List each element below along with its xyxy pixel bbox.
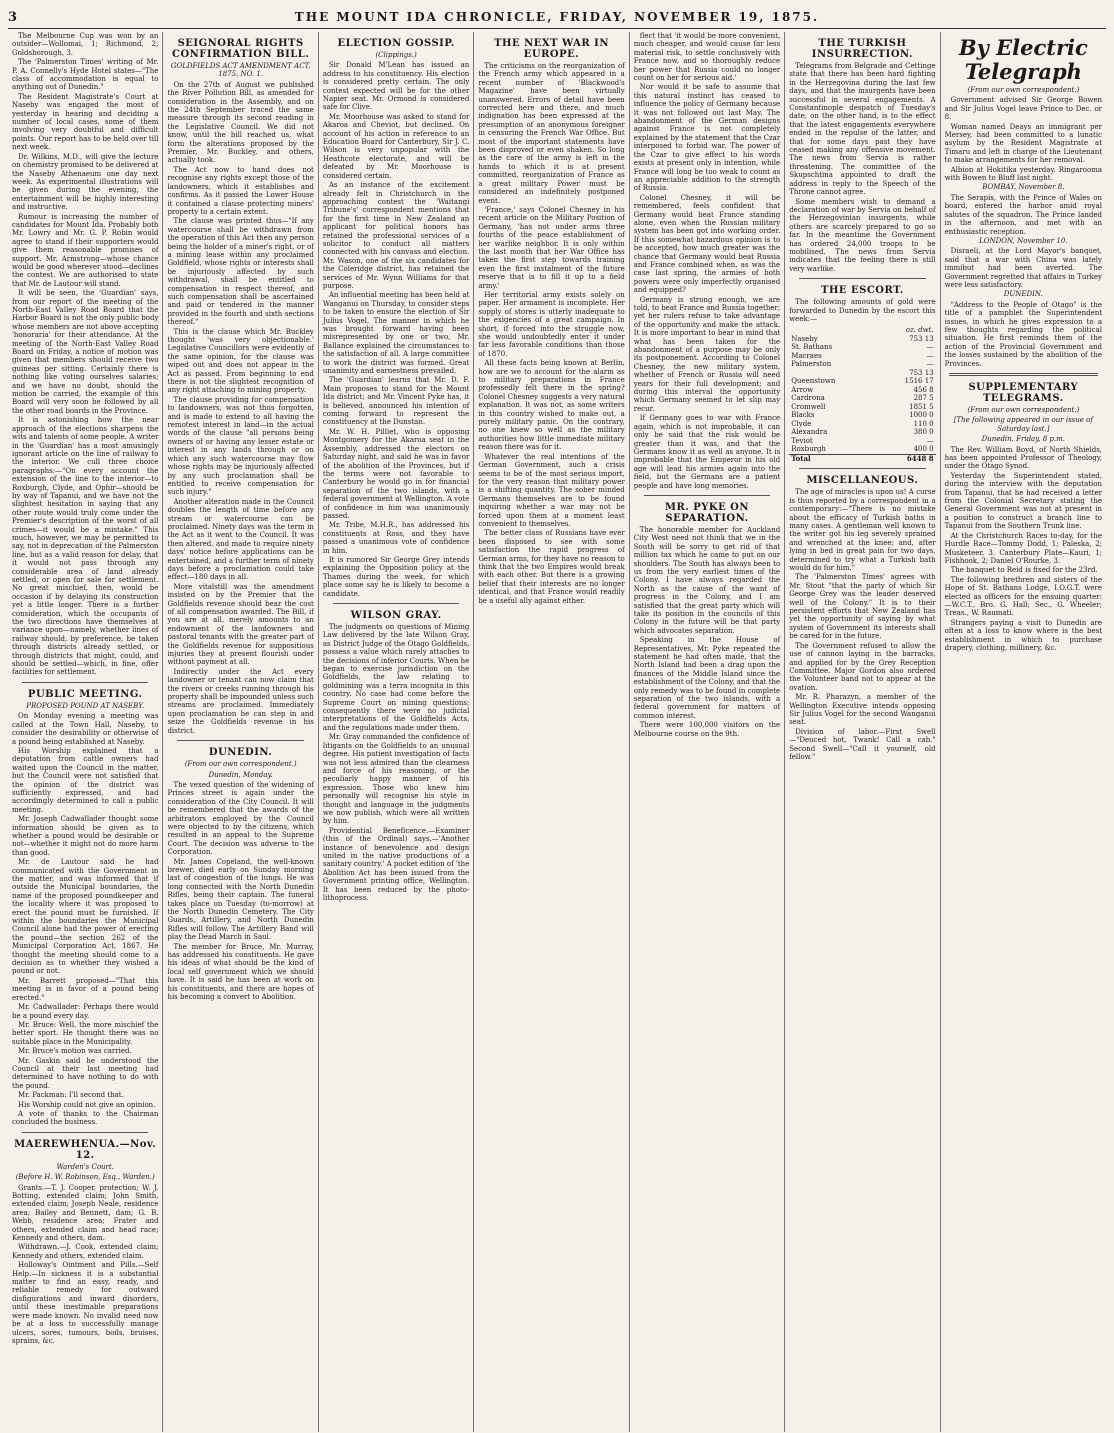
electric-telegraph-subheading: (From our own correspondent.) [967, 86, 1080, 94]
paragraph: Nor would it be safe to assume that this natural instinct has ceased to influence the policy of Germany because it was not followed out last May. The abandonment of the German designs against France is not completely explained by the statement that the Czar interposed to forbid war. The power of the Czar to give effect to his words exists at present only in intention, while France will long be too weak to count as an appreciable addition to the strength of Russia. [633, 83, 781, 193]
paragraph: At the Christchurch Races to-day, for the Hurdle Race—Tommy Dodd, 1; Paleska, 2; Musketeer, 3. Canterbury Plate—Kauri, 1; Fishhook, 2; Daniel O'Rourke, 3. [944, 531, 1103, 565]
escort-unit-header: oz. dwt. [905, 326, 934, 335]
escort-amount: 753 13 [909, 368, 934, 377]
escort-row [789, 386, 935, 395]
escort-row [789, 394, 935, 403]
paragraph: The 'Palmerston Times' writing of Mr. P. A. Connelly's Hyde Hotel states—"The class of accommodation is equal to anything out of Dunedin." [12, 58, 159, 92]
paragraph: Mr. Tribe, M.H.R., has addressed his constituents at Ross, and they have passed a unanimous vote of confidence in him. [322, 521, 470, 555]
paragraph: Speaking in the House of Representatives, Mr. Pyke repeated the statement he had often made, that the North Island had been a drag upon the finances of the Middle Island since the establishment of the Colony, and that the only remedy was to be found in complete separation of the two islands, with a federal government for matters of common interest. [633, 636, 781, 720]
paragraph: The 'Palmerston Times' agrees with Mr. Stout "that the party of which Sir George Grey was the leader deserved well of the Colony." It is to their persistent efforts that New Zealand has yet the opportunity of saying by what system of Government its interests shall be cared for in the future. [789, 573, 936, 641]
paragraph: The Act now to hand does not recognise any rights except those of the landowners, which it establishes and confirms. As it passed the Lower House it contained a clause protecting miners' property to a certain extent. [167, 165, 314, 216]
supplementary-dateline: Dunedin, Friday, 8 p.m. [981, 435, 1065, 444]
escort-row [789, 437, 935, 446]
paragraph: There were 100,000 visitors on the Melbourne course on the 9th. [633, 721, 781, 738]
escort-place: Arrow [791, 385, 814, 394]
escort-place: Cromwell [791, 402, 826, 411]
wilson-gray-heading: WILSON GRAY. [350, 610, 442, 621]
escort-place: Naseby [791, 334, 818, 343]
telegraph-body [945, 96, 1102, 182]
paragraph: His Worship explained that a deputation from cattle owners had waited upon the Council in the matter, but the Council were not satisfied that the opinion of the district was sufficiently expressed, and had accordingly determined to call a public meeting. [12, 746, 159, 814]
paragraph: The criticisms on the reorganization of the French army which appeared in a recent number of 'Blackwood's Magazine' have been virtually unanswered. Errors of detail have been corrected here and there, and much indignation has been expressed at the presumption of an anonymous foreigner in censuring the French War Office. But most of the important statements have been disproved or even shaken. So long as the care of the army is left in the hands to which it is at present committed, reorganization of France as a great military Power must be considered an indefinitely postponed event. [478, 62, 625, 205]
escort-place [789, 369, 876, 378]
escort-amount: 1000 0 [909, 411, 934, 420]
paragraph: Strangers paying a visit to Dunedin are often at a loss to know where is the best establishment in which to purchase drapery, clothing, millinery, &c. [944, 618, 1103, 652]
escort-table [789, 326, 935, 463]
paragraph: It will be seen, the 'Guardian' says, from our report of the meeting of the North-East Valley Road Board that the Harbor Board is not the only public body whose members are not above accepting 'honoraria' for their attendance. At the meeting of the North-East Valley Road Board on Friday, a notice of motion was given that members should receive two guineas per sitting. Certainly there is nothing like voting ourselves salaries; and we have no doubt, should the motion be carried, the example of this Board will very soon be followed by all the other road boards in the Province. [12, 289, 159, 415]
paragraph: The Government refused to allow the use of cannon laying in the barracks, and applied for by the Grey Reception Committee. Major Gordon also ordered the Volunteer band not to appear at the ovation. [789, 641, 936, 692]
paragraph: Colonel Chesney, it will be remembered, feels confident that Germany would beat France standing alone, even when the Russian military system has been got into working order. If this somewhat hazardous opinion is to be accepted, how much greater was the chance that Germany would beat Russia and France combined when, as was the case last spring, the armies of both powers were only imperfectly organised and equipped? [633, 193, 781, 295]
paragraph: Dr. Wilkins, M.D., will give the lecture on chemistry promised to be delivered at the Naseby Athenaeum one day next week. As experimental illustrations will be given during the evening, the entertainment will be highly interesting and instructive. [12, 152, 159, 212]
paragraph: 'France,' says Colonel Chesney in his recent article on the Military Position of Germany, 'has not under arms three fourths of the peace establishment of her warlike neighbor. It is only within the last month that her War Office has taken the first step towards training even the first instalment of the future reserve that is to fill it up to a field army.' [478, 205, 625, 290]
paragraph: It is rumored Sir George Grey intends explaining the Opposition policy at the Thames during the week, for which place some say he is likely to become a candidate. [322, 555, 470, 598]
seignoral-act-line: GOLDFIELDS ACT AMENDMENT ACT, 1875, NO. 1. [170, 62, 311, 79]
escort-amount: 1516 17 [904, 377, 934, 386]
turkish-insurrection-heading: THE TURKISH INSURRECTION. [811, 38, 914, 60]
seignoral-body [167, 81, 313, 735]
column-7 [941, 32, 1106, 1432]
paragraph: Sir Donald M'Lean has issued an address to his constituency. His election is considered pretty certain. The only contest expected will be for the other Napier seat. Mr. Ormond is considered safe for Clive. [322, 61, 470, 112]
escort-place: Palmerston [791, 360, 832, 369]
maerewhenua-subheading-2: (Before H. W. Robinson, Esq., Warden.) [15, 1173, 155, 1182]
dunedin-dateline: Dunedin, Monday. [208, 770, 273, 779]
paragraph: All these facts being known at Berlin, how are we to account for the alarm as to military preparations in France professedly felt there in the spring? Colonel Chesney suggests a very natural explanation. It was not, as some writers in this country wished to make out, a purely military panic. On the contrary, no one knew so well as the military authorities how little immediate military reason there was for it. [478, 359, 625, 452]
paragraph: A vote of thanks to the Chairman concluded the business. [12, 1109, 159, 1127]
escort-amount: 753 13 [909, 334, 934, 343]
dunedin-telegraph-dateline: DUNEDIN. [1003, 290, 1043, 299]
divider [799, 468, 925, 469]
dunedin-body [167, 781, 313, 1002]
pyke-separation-heading: MR. PYKE ON SEPARATION. [664, 501, 750, 524]
escort-amount: 110 0 [913, 419, 934, 428]
paragraph: Grants.—T. J. Cooper, protection; W. J. Botting, extended claim; John Smith, extended claim; Joseph Neale, residence area; Bailey and Bennett, dam; G. B. Webb, residence area; Frater and others, extended claim and head race; Kennedy and others, dam. [12, 1183, 159, 1243]
paragraph: Woman named Deays an immigrant per Mersey, had been committed to a lunatic asylum by the Resident Magistrate at Timaru and left in charge of the Lieutenant to make arrangements for her removal. [944, 122, 1103, 165]
paragraph: On Monday evening a meeting was called at the Town Hall, Naseby, to consider the desirability or otherwise of a pound being established at Naseby. [12, 712, 159, 746]
escort-amount: 400 0 [913, 445, 934, 454]
escort-place: Clyde [791, 419, 812, 428]
escort-total-value: 6448 8 [876, 454, 935, 463]
supplementary-subheading: (From our own correspondent.) [967, 406, 1080, 414]
paragraph: Mr. Gray commanded the confidence of litigants on the Goldfields to an unusual degree. His patient investigation of facts was not less admired than the clearness and force of his reasoning, or the peculiarly happy manner of his expression. Those who knew him personally will recognise his style in thought and language in the judgments we now publish, which were all written by him. [322, 733, 470, 826]
column-6 [785, 32, 940, 1432]
escort-place: Teviot [791, 436, 813, 445]
divider [799, 278, 925, 279]
paragraph: Holloway's Ointment and Pills.—Self Help.—In sickness it is a substantial matter to find an easy, ready, and reliable remedy for outward disfigurations and inward disorders, until these inestimable preparations were made known. No invalid need now be at a loss to successfully manage ulcers, sores, tumours, boils, bruises, sprains, &c. [12, 1261, 159, 1345]
public-meeting-subheading: PROPOSED POUND AT NASEBY. [26, 701, 145, 710]
dunedin-heading: DUNEDIN. [208, 747, 273, 759]
paragraph: An influential meeting has been held at Wanganui on Thursday, to consider steps to be taken to ensure the election of Sir Julius Vogel. The manner in which he was brought forward having been misrepresented by one or two, Mr. Ballance explained the circumstances to the satisfaction of all. A large committee to work the district was formed. Great unanimity and earnestness prevailed. [322, 291, 470, 376]
supplementary-telegrams-heading: SUPPLEMENTARY TELEGRAMS. [968, 382, 1079, 404]
escort-amount: — [926, 360, 934, 369]
paragraph: Rumour is increasing the number of candidates for Mount Ida. Probably both Mr. Lowry and Mr. G. P. Robin would agree to stand if their supporters would give them reasonable promises of support. Mr. Armstrong—whose chance would be good wherever stood—declines the contest. We are authorised to state that Mr. de Lautour will stand. [12, 212, 159, 288]
seignoral-rights-heading: SEIGNORAL RIGHTS CONFIRMATION BILL. [172, 38, 310, 60]
column-1 [8, 32, 163, 1432]
next-war-body [478, 62, 624, 605]
escort-amount: 287 5 [913, 394, 934, 403]
paragraph: Albion at Hokitika yesterday. Ringarooma with Bowen to Bluff last night. [944, 165, 1103, 183]
paragraph: Mr. de Lautour said he had communicated with the Government in the matter, and was informed that if outside the Municipal boundaries, the name of the proposed poundkeeper and the locality where it was proposed to erect the pound must be furnished. If within the boundaries the Municipal Council alone had the power of erecting the pound—the section 262 of the Municipal Corporation Act, 1867. He thought the meeting should come to a decision as to whether they wished a pound or not. [12, 858, 159, 976]
escort-amount: 1851 5 [909, 402, 934, 411]
escort-amount: — [926, 343, 934, 352]
paragraph: Mr. R. Pharazyn, a member of the Wellington Executive intends opposing Sir Julius Vogel for the second Wanganui seat. [789, 693, 936, 727]
escort-place: Roxburgh [791, 445, 826, 454]
divider [333, 603, 459, 604]
paragraph: Government advised Sir George Bowen and Sir Julius Vogel leave Prince to Dec. or 8. [944, 96, 1103, 122]
paragraph: The clause was printed thus—"If any watercourse shall be withdrawn from the operation of this Act then any person being the holder of a miner's right, or of a mining lease within any proclaimed Goldfield, whose rights or interests shall be injuriously affected by such withdrawal, shall be entitled to compensation in respect thereof, and such compensation shall be ascertained and paid or tendered in the manner provided in the fourth and sixth sections thereof." [167, 217, 314, 327]
escort-place: Queenstown [791, 377, 836, 386]
paragraph: Mr. Gaskin said he understood the Council at their last meeting had determined to have nothing to do with the pound. [12, 1056, 159, 1090]
paragraph: Mr. W. H. Pilliet, who is opposing Montgomery for the Akaroa seat in the Assembly, addressed the electors on Saturday night, and said he was in favor of the abolition of the Provinces, but if the terms were not favorable to Canterbury he would go in for financial separation of the two islands, with a federal government at Wellington. A vote of confidence in him was unanimously passed. [322, 427, 470, 520]
escort-row [789, 403, 935, 412]
paragraph: The following brethren and sisters of the Hope of St. Bathans Lodge, I.O.G.T. were elected as officers for the ensuing quarter:—W.C.T., Bro. G. Hall; Sec., G. Wheeler; Treas., W. Raumati. [944, 575, 1103, 618]
paragraph: Withdrawn.—J. Cook, extended claim; Kennedy and others, extended claim. [12, 1243, 159, 1260]
paragraph: The Rev. William Boyd, of North Shields, has been appointed Professor of Theology, under the Otago Synod. [944, 445, 1103, 471]
paragraph: Germany is strong enough, we are told, to beat France and Russia together; yet her rulers refuse to take advantage of the opportunity and make the attack. It is more important to bear in mind that what has been taken for the abandonment of a purpose may be only its postponement. According to Colonel Chesney, the new military system, whether of French or Russia will need years for their full development; and during this interval the opportunity which Germany seemed to let slip may recur. [633, 295, 781, 413]
paragraph: This is the clause which Mr. Buckley thought 'was very objectionable.' Legislative Councillors were evidently of the same opinion, for the clause was wiped out and does not appear in the Act as passed. From beginning to end there is not the slightest recognition of any right attaching to mining property. [167, 327, 314, 395]
paragraph: The Melbourne Cup was won by an outsider—Wollomai, 1; Richmond, 2; Goldsborough, 3. [12, 32, 159, 57]
paragraph: The banquet to Reid is fixed for the 23rd. [950, 566, 1098, 575]
escort-row [789, 360, 935, 369]
columns [8, 32, 1106, 1432]
paragraph: The Resident Magistrate's Court at Naseby was engaged the most of yesterday in hearing and deciding a number of local cases, some of them involving very doubtful and difficult points. Our report has to be held over till next week. [12, 92, 159, 152]
escort-row [789, 420, 935, 429]
maerewhenua-subheading: Warden's Court. [56, 1162, 114, 1171]
electric-telegraph-heading: By Electric Telegraph [958, 35, 1088, 84]
paragraph: Mr. Cadwallader: Perhaps there would be a pound every day. [12, 1003, 159, 1020]
column-3 [319, 32, 474, 1432]
escort-intro: The following amounts of gold were forwarded to Dunedin by the escort this week:— [789, 298, 936, 323]
paragraph: Her territorial army exists solely on paper. Her armament is incomplete. Her supply of stores is utterly inadequate to the exigencies of a great campaign. In short, if forced into the struggle now, she would undoubtedly enter it under far less favorable conditions than those of 1870. [478, 290, 625, 358]
next-war-heading: THE NEXT WAR IN EUROPE. [494, 38, 609, 60]
escort-place: Alexandra [791, 428, 828, 437]
paragraph: Mr. Moorhouse was asked to stand for Akaroa and Cheviot, but declined. On account of his action in reference to an Education Board for Canterbury, Sir J. C. Wilson is very unpopular with the Heathcote electorate, and will be defeated by Mr. Moorhouse is considered certain. [322, 112, 470, 180]
paragraph: On the 27th of August we published the River Pollution Bill, as amended for consideration in the Assembly, and on the 24th September traced the same measure through its second reading in the Legislative Council. We did not know, until the bill reached us, what form the alterations proposed by the Premier, Mr. Buckley, and others, actually took. [167, 80, 314, 165]
public-meeting-heading: PUBLIC MEETING. [27, 688, 143, 700]
maerewhenua-heading: MAEREWHENUA.—Nov. 12. [14, 1138, 157, 1161]
paragraph: Another alteration made in the Council doubles the length of time before any stream or watercourse can be proclaimed. Ninety days was the term in the Act as it went to the Council. It was then altered, and made to require ninety days' notice before applications can be entertained, and a further term of ninety days before a proclamation could take effect—180 days in all. [167, 497, 314, 582]
paragraph: Indirectly under the Act every landowner or tenant can now claim that the rivers or creeks running through his property shall be impounded unless such streams are proclaimed. Immediately upon proclamation he can step in and seize the Goldfields revenue in his district. [167, 667, 314, 735]
paragraph: The clause providing for compensation to landowners, was not thus forgotten, and is made to extend to all having the remotest interest in land—in the actual words of the clause "all persons being owners of or having any lesser estate or interest in any lands through or on which any such watercourse may flow whose rights may be injuriously affected by any such proclamation shall be entitled to receive compensation for such injury." [167, 395, 314, 497]
paragraph: Mr. Bruce's motion was carried. [18, 1047, 132, 1056]
paragraph: Mr. Barrett proposed—"That this meeting is in favor of a pound being erected." [12, 976, 159, 1002]
paragraph: The vexed question of the widening of Princes street is again under the consideration of the City Council. It will be remembered that the awards of the arbitrators employed by the Council were objected to by the citizens, which resulted in an appeal to the Supreme Court. The decision was adverse to the Corporation. [167, 780, 314, 857]
supplementary-body [945, 446, 1102, 653]
escort-row [789, 352, 935, 361]
column-2 [163, 32, 318, 1432]
divider [949, 373, 1098, 376]
divider [22, 1132, 148, 1133]
escort-place: St. Bathans [791, 343, 833, 352]
escort-amount: 456 8 [913, 385, 934, 394]
page-number: 3 [8, 9, 18, 25]
escort-row [789, 369, 935, 378]
escort-row [789, 377, 935, 386]
column-4 [474, 32, 629, 1432]
escort-amount: 380 0 [913, 428, 934, 437]
paragraph: If Germany goes to war with France again, which is not improbable, it can only be said that the risk would be greater than it was, and that the Germans know it as well as anyone. It is improbable that the Emperor in his old age will lead his armies again into the field, but the Germans are a patient people and have long memories. [633, 414, 781, 490]
maerewhenua-body [12, 1184, 158, 1346]
dunedin-subheading: (From our own correspondent.) [184, 760, 297, 769]
turkish-insurrection-body [789, 62, 935, 273]
paragraph: Mr. Joseph Cadwallader thought some information should be given as to whether a pound would be desirable or not—whether it might not do more harm than good. [12, 815, 159, 857]
paragraph: Mr. Packman: I'll second that. [18, 1091, 124, 1100]
london-dateline: LONDON, November 10. [979, 236, 1068, 245]
supplementary-subheading-2: [The following appeared in our issue of Saturday last.] [953, 416, 1093, 433]
london-text: Disraeli, at the Lord Mayor's banquet, said that a war with China was lately immibut had been averted. The Government regretted that affairs in Turkey were less satisfactory. [944, 247, 1103, 289]
escort-total-label: Total [789, 454, 876, 463]
col1-paragraphs [12, 32, 158, 677]
paragraph: The 'Guardian' learns that Mr. D. F. Main proposes to stand for the Mount Ida district; and Mr. Vincent Pyke has, it is believed, announced his intention of coming forward to represent the constituency at the Dunstan. [322, 376, 470, 427]
escort-amount: — [926, 351, 934, 360]
pyke-separation-body [634, 526, 780, 738]
paragraph: Yesterday the Superintendent stated, during the interview with the deputation from Tapanui, that he had received a letter from the Colonial Secretary stating the General Government was not at present in a position to construct a branch line to Tapanui from the Southern Trunk line. [944, 471, 1103, 531]
paragraph: Providential Beneficence.—Examiner (this of the Ordinal) says.—'Another instance of benevolence and design united in the native productions of a sanitary country.' A pocket edition of 'the Abolition Act has been issued from the Government printing office, Wellington. It has been reduced by the photo-lithoprocess. [322, 826, 470, 902]
paragraph: More vitalstill was the amendment insisted on by the Premier that the Goldfields revenue should bear the cost of all compensation awarded. The Bill, if you are at all, merely amounts to an endowment of the landowners and pastoral tenants with the greater part of the Goldfields revenue for suppositious injuries they at present flourish under without payment at all. [167, 582, 314, 667]
miscellaneous-heading: MISCELLANEOUS. [806, 475, 919, 487]
escort-row [789, 411, 935, 420]
paragraph: The honorable member for Auckland City West need not think that we in the South will be sorry to get rid of that million tax which he came to put on our shoulders. The South has always been to us from the very earliest times of the Colony. I have always regarded the North as the cause of the want of progress in the Colony, and I am satisfied that the great party which will take its position in the councils of this Colony in the future will be that party which advocates separation. [633, 525, 781, 635]
dunedin-telegraph-text: "Address to the People of Otago" is the title of a pamphlet the Superintendent issues, in which he gives expression to a few thoughts regarding the political situation. He first reminds them of the action of the Provincial Government and the losses sustained by the abolition of the Provinces. [944, 300, 1103, 368]
paragraph: Telegrams from Belgrade and Cettinge state that there has been hard fighting in the Herzegovina during the last few days, and that the insurgents have been successful in several engagements. A Constantinople despatch of Tuesday's date, on the other hand, is to the effect that the latest engagements everywhere ended in the repulse of the latter, and that for some days past they have ceased making any offensive movement. The news from Servia is rather threatening. The committee of the Skupschtina appointed to draft the address in reply to the Speech of the Throne cannot agree. [789, 62, 936, 197]
divider [22, 682, 148, 683]
paragraph: Some members wish to demand a declaration of war by Servia on behalf of the Herzegovinian insurgents, while others are scarcely prepared to go so far. In the meantime the Government has ordered 24,000 troops to be mobilised. The news from Servia indicates that the feeling there is still very warlike. [789, 197, 936, 273]
paragraph: The better class of Russians have ever been disposed to see with some satisfaction the rapid progress of German arms, for they have no reason to think that the two Empires would break with each other. But there is a growing belief that their interests are no longer identical, and that France would readily be a useful ally against either. [478, 529, 625, 605]
divider [177, 740, 303, 741]
public-meeting-body [12, 712, 158, 1127]
paragraph: His Worship could not give an opinion. [18, 1100, 156, 1109]
wilson-gray-body [323, 623, 469, 902]
masthead [8, 6, 1106, 29]
escort-row [789, 428, 935, 437]
escort-amount: — [926, 436, 934, 445]
paragraph: Division of labor.—First Swell—"Deuced hot, Twank! Call a cab." Second Swell—"Call it yourself, old fellow." [789, 727, 936, 761]
election-gossip-heading: ELECTION GOSSIP. [337, 38, 455, 49]
escort-row [789, 335, 935, 344]
election-gossip-subheading: (Clippings.) [375, 51, 417, 59]
divider [644, 495, 770, 496]
paragraph: Mr. James Copeland, the well-known brewer, died early on Sunday morning last of congestion of the lungs. He was long connected with the North Dunedin Rifles, being their captain. The funeral takes place on Tuesday (to-morrow) at the North Dunedin Cemetery. The City Guards, Artillery, and North Dunedin Rifles will follow. The Artillery Band will play the Dead March in Saul. [167, 857, 314, 942]
paragraph: It is astonishing how the near approach of the elections sharpens the wits and talents of some people. A writer in the 'Guardian' has a most amusingly ignorant article on the line of railway to the interior. We cull three choice paragraphs:—"On every account the extension of the line to the interior—to Roxburgh, Clyde, and Ophir—should be by way of Tapanui, and we have not the slightest hesitation in saying that any other route would truly come under the Premier's description of the worst of all crimes—it would be a mistake." This much, however, we may be permitted to say, not in deprecation of the Palmerston line, but as a valid reason for delay, that it would not pass through any considerable area of land already settled, or open for sale for settlement. No great mischief, then, would be occasion if by delaying its construction yet a little longer. There is a further consideration, which the occupants of the two directions have themselves at variance upon—namely, whether lines of railway should, by preference, be taken through districts already settled, or through districts that might, could, and should be settled—which, in fine, offer facilities for settlement. [12, 416, 159, 677]
escort-place: Macraes [791, 351, 822, 360]
next-war-continued [634, 32, 780, 490]
paragraph: The judgments on questions of Mining Law delivered by the late Wilson Gray, as District Judge of the Otago Goldfields, possess a value which rarely attaches to the decisions of inferior Courts. When he began to exercise jurisdiction on the Goldfields, the law relating to goldmining was a terra incognita in this country. No case had come before the Supreme Court on mining questions; consequently there were no judicial interpretations of the Goldfields Acts, and the regulations made under them. [322, 623, 470, 732]
paragraph: Mr. Bruce: Well, the more mischief the better sport. He thought there was no suitable place in the Municipality. [12, 1020, 159, 1046]
escort-row [789, 343, 935, 352]
escort-place: Blacks [791, 411, 815, 420]
bombay-dateline: BOMBAY, November 8. [982, 183, 1065, 192]
column-5 [630, 32, 785, 1432]
bombay-text: The Serapis, with the Prince of Wales on board, entered the harbor amid royal salutes of the squadron. The Prince landed in the afternoon, and met with an enthusiastic reception. [944, 193, 1103, 236]
miscellaneous-body [789, 488, 935, 761]
running-head: THE MOUNT IDA CHRONICLE, FRIDAY, NOVEMBER 19, 1875. [294, 10, 820, 24]
paragraph: The age of miracles is upon us! A curse is thus reported by a correspondent in a contemporary:—"There is no mistake about the efficacy of Turkish baths in many cases. A gentleman well known to the writer got his leg severely sprained and wrenched at the knee; and, after lying in bed in great pain for two days, determined to try what a Turkish bath would do for him." [789, 488, 936, 573]
escort-place: Cardrona [791, 394, 825, 403]
election-gossip-body [323, 61, 469, 598]
paragraph: flect that 'it would be more convenient, much cheaper, and would cause far less material risk, to settle conclusively with France now, and so thoroughly reduce her power that Russia could no longer count on her for serious aid.' [633, 32, 781, 83]
paragraph: Whatever the real intentions of the German Government, such a crisis seems to be of the most serious import, for the very reason that military power is a shifting quantity. The sober minded Germans themselves are to be found inquiring whether a war may not be forced upon them at a moment least convenient to themselves. [478, 452, 625, 528]
paragraph: As an instance of the excitement already felt in Christchurch in the approaching contest the 'Waitangi Tribune's' correspondent mentions that for the first time in New Zealand an applicant for political honors has retained the professional services of a solicitor to conduct all matters connected with his canvass and election. Mr. Wason, one of the six candidates for the Coleridge district, has retained the services of Mr. Wynn Williams for that purpose. [322, 181, 470, 290]
paragraph: The member for Bruce, Mr. Murray, has addressed his constituents. He gave his ideas of what should be the kind of local self government which we should have. It is said he has been at work on his constituents, and there are hopes of his becoming a convert to Abolition. [167, 942, 314, 1002]
escort-heading: THE ESCORT. [821, 285, 904, 297]
